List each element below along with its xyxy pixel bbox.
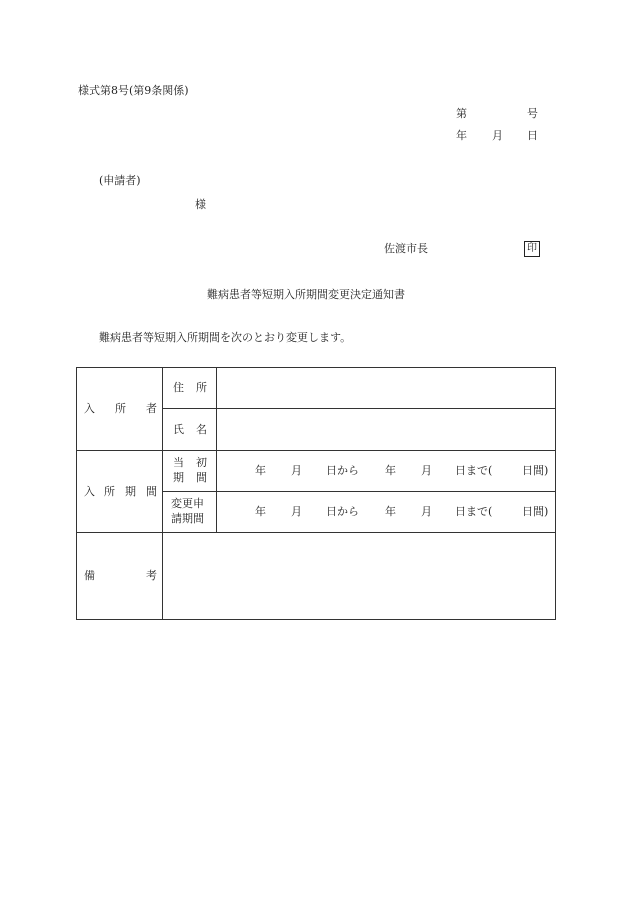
initial-period-label-char-4: 間 bbox=[196, 471, 207, 484]
table-border-top bbox=[76, 367, 556, 368]
period-header-char-1: 入 bbox=[84, 485, 95, 498]
initial-year-from: 年 bbox=[255, 464, 266, 477]
remarks-header-char-1: 備 bbox=[84, 569, 95, 582]
issuer-name: 佐渡市長 bbox=[384, 242, 428, 255]
table-border-right bbox=[555, 367, 556, 620]
changed-year-from: 年 bbox=[255, 505, 266, 518]
initial-period-label-char-2: 初 bbox=[196, 456, 207, 469]
changed-year-to: 年 bbox=[385, 505, 396, 518]
period-header-char-4: 間 bbox=[146, 485, 157, 498]
address-label-char-2: 所 bbox=[196, 381, 207, 394]
seal-stamp: 印 bbox=[524, 241, 540, 257]
remarks-header-char-2: 考 bbox=[146, 569, 157, 582]
address-label-char-1: 住 bbox=[173, 381, 184, 394]
applicant-label: (申請者) bbox=[99, 174, 141, 187]
table-row-divider-1 bbox=[162, 408, 556, 409]
changed-day-to: 日まで( bbox=[455, 505, 493, 518]
name-label-char-2: 名 bbox=[196, 423, 207, 436]
name-field[interactable] bbox=[218, 410, 554, 449]
table-border-left bbox=[76, 367, 77, 620]
initial-month-from: 月 bbox=[291, 464, 302, 477]
table-row-divider-3 bbox=[162, 491, 556, 492]
applicant-honorific: 様 bbox=[195, 198, 206, 211]
body-text: 難病患者等短期入所期間を次のとおり変更します。 bbox=[99, 331, 352, 344]
initial-days-count: 日間) bbox=[522, 464, 549, 477]
table-row-divider-2 bbox=[76, 450, 556, 451]
date-year: 年 bbox=[456, 129, 467, 142]
initial-day-from: 日から bbox=[326, 464, 359, 477]
doc-number-go: 号 bbox=[527, 107, 538, 120]
remarks-field[interactable] bbox=[164, 534, 554, 618]
date-day: 日 bbox=[527, 129, 538, 142]
name-label-char-1: 氏 bbox=[173, 423, 184, 436]
period-header-char-2: 所 bbox=[104, 485, 115, 498]
document-title: 難病患者等短期入所期間変更決定通知書 bbox=[207, 288, 405, 301]
table-border-bottom bbox=[76, 619, 556, 620]
changed-month-from: 月 bbox=[291, 505, 302, 518]
table-row-divider-4 bbox=[76, 532, 556, 533]
resident-header-char-3: 者 bbox=[146, 402, 157, 415]
address-field[interactable] bbox=[218, 369, 554, 407]
date-month: 月 bbox=[492, 129, 503, 142]
changed-month-to: 月 bbox=[421, 505, 432, 518]
resident-header-char-1: 入 bbox=[84, 402, 95, 415]
initial-period-label-char-1: 当 bbox=[173, 456, 184, 469]
doc-number-dai: 第 bbox=[456, 107, 467, 120]
period-header-char-3: 期 bbox=[125, 485, 136, 498]
changed-days-count: 日間) bbox=[522, 505, 549, 518]
initial-period-label-char-3: 期 bbox=[173, 471, 184, 484]
form-number: 様式第8号(第9条関係) bbox=[78, 84, 189, 97]
changed-day-from: 日から bbox=[326, 505, 359, 518]
resident-header-char-2: 所 bbox=[115, 402, 126, 415]
table-divider-header bbox=[162, 367, 163, 620]
changed-period-label-line-1: 変更申 bbox=[171, 497, 204, 510]
changed-period-label-line-2: 請期間 bbox=[171, 512, 204, 525]
initial-month-to: 月 bbox=[421, 464, 432, 477]
initial-year-to: 年 bbox=[385, 464, 396, 477]
initial-day-to: 日まで( bbox=[455, 464, 493, 477]
